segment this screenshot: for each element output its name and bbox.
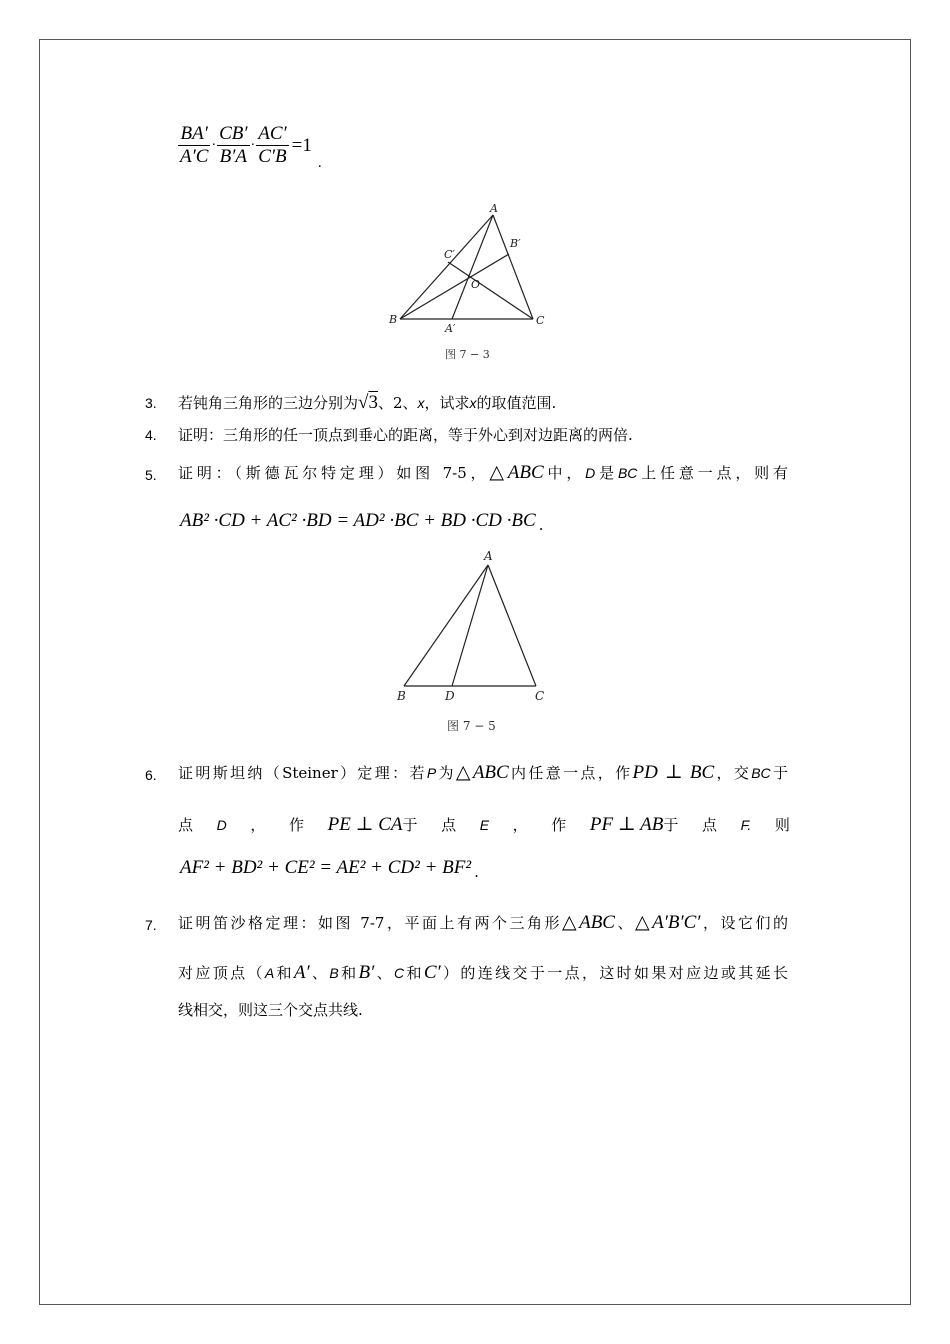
comma: ，	[512, 816, 528, 834]
point-b-prime: B′	[358, 962, 375, 983]
figure-caption: 图 7 − 5	[447, 719, 496, 733]
text: 点	[702, 816, 718, 834]
point-f: F.	[740, 817, 752, 833]
formula: AF² + BD² + CE² = AE² + CD² + BF²	[180, 857, 472, 878]
item-number: 3.	[145, 395, 157, 411]
label-d: D	[445, 689, 455, 703]
label-c: C	[536, 314, 545, 327]
segment-ad	[452, 565, 488, 686]
item-7-line-3: 线相交，则这三个交点共线.	[178, 1001, 363, 1019]
text: 若钝角三角形的三边分别为	[178, 394, 359, 412]
item-6-line-2	[178, 812, 790, 838]
point-d: D	[585, 465, 596, 481]
text: 则	[774, 816, 790, 834]
separator: 、	[614, 914, 635, 932]
perpendicular-pd-bc: PD ⊥ BC	[632, 762, 715, 783]
variable-x: x	[417, 395, 425, 411]
text: 上任意一点，则有	[637, 464, 788, 482]
text: 点	[178, 816, 194, 834]
fraction-1-denominator: A′C	[180, 146, 209, 167]
dot-operator: ·	[211, 137, 217, 153]
item-number: 6.	[145, 767, 157, 783]
sqrt-value: 3	[368, 392, 378, 413]
stewart-formula	[180, 510, 543, 538]
point-c-prime: C′	[423, 962, 441, 983]
text: 点	[441, 816, 457, 834]
point-a: A	[264, 965, 275, 981]
separator: 、	[309, 964, 330, 982]
point-b: B	[329, 965, 339, 981]
fraction-2	[217, 123, 249, 168]
sqrt-symbol: √	[358, 392, 369, 413]
formula: AB² ·CD + AC² ·BD = AD² ·BC + BD ·CD ·BC	[180, 510, 536, 531]
text: 于	[770, 764, 788, 782]
fraction-2-denominator: B′A	[217, 145, 249, 168]
label-a: A	[484, 549, 493, 563]
item-6-line-1	[178, 760, 788, 786]
fraction-3-denominator: C′B	[258, 146, 287, 167]
item-7-line-1	[178, 910, 788, 936]
dot-operator: ·	[250, 137, 256, 153]
equals-one: =1	[291, 134, 312, 156]
label-c-prime: C′	[444, 248, 455, 261]
perpendicular-pf-ab: PF ⊥ AB	[589, 814, 664, 835]
text: 中，	[543, 464, 586, 482]
triangle-abc: △ABC	[455, 762, 509, 783]
text: 和	[274, 964, 294, 982]
item-number: 7.	[145, 917, 157, 933]
text: 的取值范围.	[476, 394, 557, 412]
perpendicular-pe-ca: PE ⊥ CA	[327, 814, 403, 835]
cevian-bb1	[400, 254, 509, 319]
fraction-3	[256, 123, 288, 168]
label-c: C	[535, 689, 545, 703]
item-7-line-2	[178, 960, 788, 986]
formula-period: .	[317, 155, 322, 172]
side-ac	[493, 215, 533, 319]
text: 为	[436, 764, 456, 782]
figure-caption: 图 7 − 3	[445, 348, 490, 361]
side-ab	[404, 565, 488, 686]
triangle-abc: △ABC	[489, 462, 544, 483]
item-number: 4.	[145, 427, 157, 443]
point-c: C	[393, 965, 405, 981]
text: 于	[663, 816, 679, 834]
figure-7-3	[385, 198, 550, 366]
text: 内任意一点，作	[508, 764, 633, 782]
item-number: 5.	[145, 467, 157, 483]
fraction-3-numerator: AC′	[258, 123, 287, 144]
text: ，试求	[424, 394, 470, 412]
label-a: A	[490, 202, 498, 215]
label-a-prime: A′	[445, 322, 456, 335]
text: 和	[338, 964, 359, 982]
text: 证明：（斯德瓦尔特定理）如图 7-5，	[178, 464, 490, 482]
point-d: D	[216, 817, 227, 833]
steiner-formula	[180, 857, 479, 885]
label-b: B	[389, 313, 398, 326]
figure-7-5	[385, 544, 550, 740]
cevian-cc1	[448, 262, 533, 319]
item-4-text: 证明：三角形的任一顶点到垂心的距离，等于外心到对边距离的两倍.	[178, 426, 633, 444]
formula-period: .	[474, 863, 479, 881]
text: 证明斯坦纳（Steiner）定理：若	[178, 764, 427, 782]
triangle-abc: △ABC	[561, 912, 615, 933]
fraction-2-numerator: CB′	[219, 123, 248, 144]
point-a-prime: A′	[293, 962, 310, 983]
side-ac	[488, 565, 536, 686]
text: 于	[402, 816, 418, 834]
fraction-1	[178, 123, 210, 168]
segment-bc: BC	[751, 765, 771, 781]
text: 作	[551, 816, 567, 834]
text: ，交	[714, 764, 752, 782]
label-b: B	[397, 689, 406, 703]
separator: 、	[374, 964, 394, 982]
text: 证明笛沙格定理：如图 7-7，平面上有两个三角形	[178, 914, 562, 932]
text: 是	[595, 464, 618, 482]
comma: ，	[250, 816, 266, 834]
variable-x: x	[469, 395, 477, 411]
text: 、2、	[377, 394, 418, 412]
text: 和	[404, 964, 424, 982]
item-3-text	[178, 390, 556, 416]
label-o: O	[471, 278, 481, 291]
text: 作	[288, 816, 304, 834]
ceva-formula	[178, 123, 322, 172]
text: 对应顶点（	[178, 964, 265, 982]
segment-bc: BC	[617, 465, 638, 481]
triangle-a1b1c1: △A′B′C′	[635, 912, 701, 933]
point-e: E	[479, 817, 490, 833]
formula-period: .	[538, 516, 544, 534]
item-5-line-1	[178, 460, 788, 486]
point-p: P	[426, 765, 437, 781]
fraction-1-numerator: BA′	[180, 123, 208, 144]
text: ，设它们的	[700, 914, 788, 932]
text: ）的连线交于一点，这时如果对应边或其延长	[440, 964, 788, 982]
label-b-prime: B′	[510, 237, 521, 250]
side-ab	[400, 215, 493, 319]
